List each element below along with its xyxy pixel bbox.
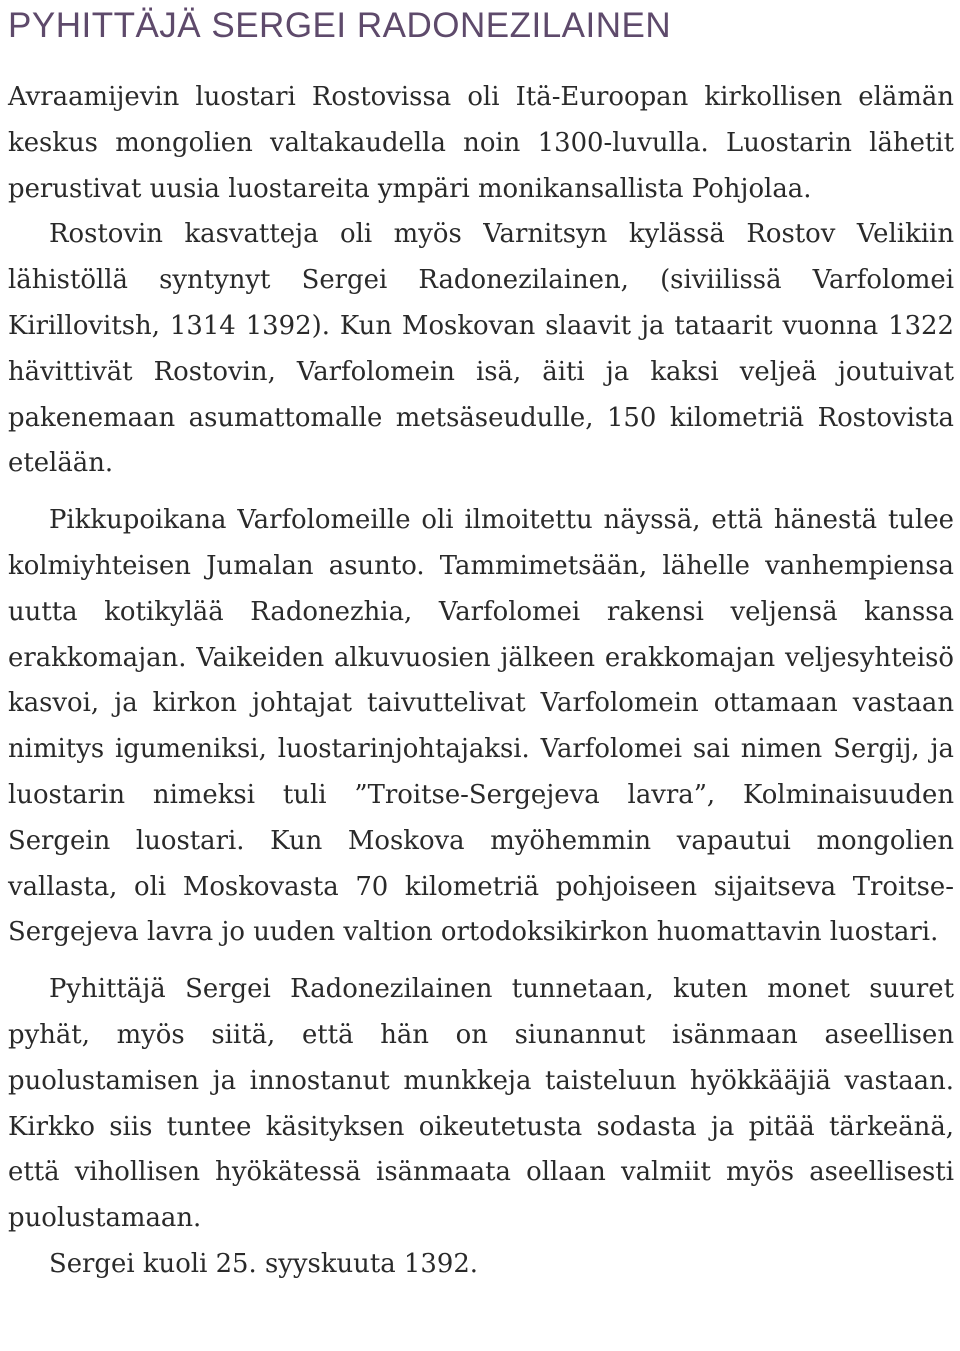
document-page <box>8 0 954 1288</box>
paragraph-birth: Rostovin kasvatteja oli myös Varnitsyn kylässä Rostov Velikiin lähistöllä syntynyt Sergei Radonezilainen, (siviilissä Varfolomei Kirillovitsh, 1314 1392). Kun Moskovan slaavit ja tataarit vuonna 1322 hävittivät Rostovin, Varfolomein isä, äiti ja kaksi veljeä joutuivat pakenemaan asumattomalle metsäseudulle, 150 kilometriä Rostovista etelään. <box>8 219 954 479</box>
page-title: PYHITTÄJÄ SERGEI RADONEZILAINEN <box>8 6 672 45</box>
paragraph-intro: Avraamijevin luostari Rostovissa oli Itä-Euroopan kirkollisen elämän keskus mongolien valtakaudella noin 1300-luvulla. Luostarin lähetit perustivat uusia luostareita ympäri monikansallista Pohjolaa. <box>8 82 954 204</box>
paragraph-defense: Pyhittäjä Sergei Radonezilainen tunnetaan, kuten monet suuret pyhät, myös siitä, että hän on siunannut isänmaan aseellisen puolustamisen ja innostanut munkkeja taisteluun hyökkääjiä vastaan. Kirkko siis tuntee käsityksen oikeutetusta sodasta ja pitää tärkeänä, että vihollisen hyökätessä isänmaata ollaan valmiit myös aseellisesti puolustamaan. <box>8 974 954 1234</box>
paragraph-monastery: Pikkupoikana Varfolomeille oli ilmoitettu näyssä, että hänestä tulee kolmiyhteisen Jumalan asunto. Tammimetsään, lähelle vanhempiensa uutta kotikylää Radonezhia, Varfolomei rakensi veljensä kanssa erakkomajan. Vaikeiden alkuvuosien jälkeen erakkomajan veljesyhteisö kasvoi, ja kirkon johtajat taivuttelivat Varfolomein ottamaan vastaan nimitys igumeniksi, luostarinjohtajaksi. Varfolomei sai nimen Sergij, ja luostarin nimeksi tuli ”Troitse-Sergejeva lavra”, Kolminaisuuden Sergein luostari. Kun Moskova myöhemmin vapautui mongolien vallasta, oli Moskovasta 70 kilometriä pohjoiseen sijaitseva Troitse-Sergejeva lavra jo uuden valtion ortodoksikirkon huomattavin luostari. <box>8 505 954 948</box>
paragraph-death: Sergei kuoli 25. syyskuuta 1392. <box>49 1248 479 1279</box>
